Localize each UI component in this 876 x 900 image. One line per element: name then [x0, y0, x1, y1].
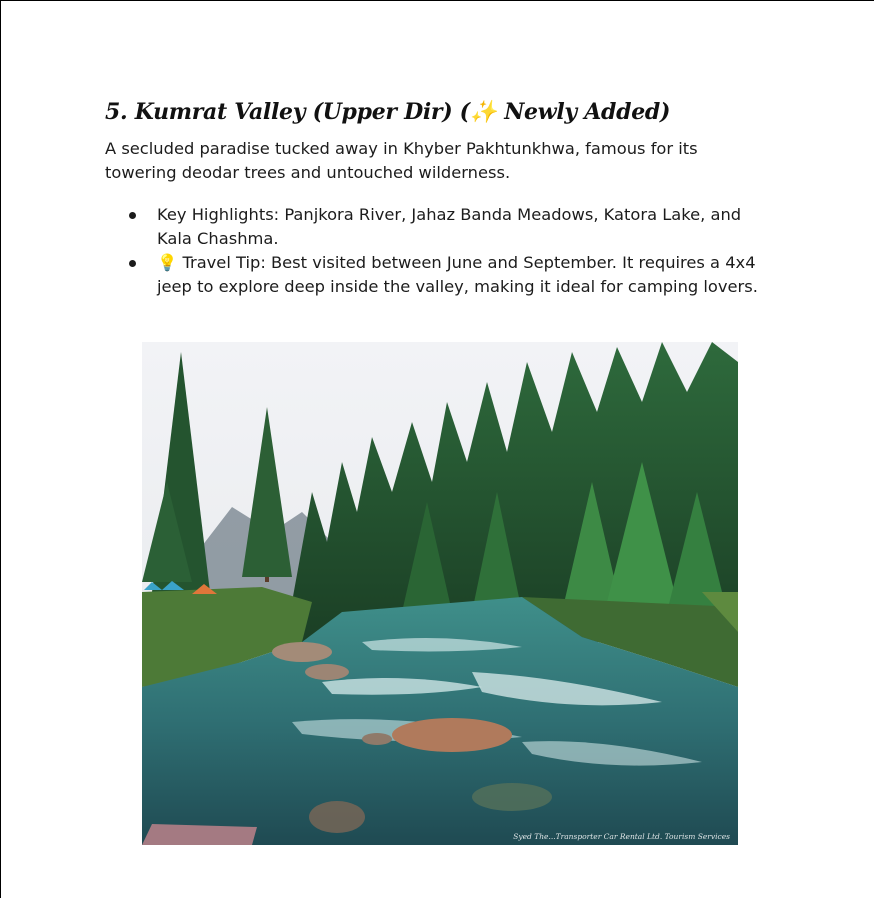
- section-intro: A secluded paradise tucked away in Khyber Pakhtunkhwa, famous for its towering deodar trees and untouched wilderness.: [105, 139, 698, 182]
- bullet-icon: [129, 212, 136, 219]
- highlights-list: [129, 203, 769, 299]
- photo-watermark: Syed The...Transporter Car Rental Ltd. Tourism Services: [513, 832, 730, 841]
- kumrat-valley-photo: [142, 342, 738, 845]
- bullet-text: 💡 Travel Tip: Best visited between June and September. It requires a 4x4 jeep to explore deep inside the valley, making it ideal for camping lovers.: [157, 253, 758, 296]
- river-forest-illustration: [142, 342, 738, 845]
- list-item: [129, 203, 769, 251]
- bullet-text: Key Highlights: Panjkora River, Jahaz Banda Meadows, Katora Lake, and Kala Chashma.: [157, 205, 742, 248]
- section-heading: 5. Kumrat Valley (Upper Dir) (✨ Newly Added): [105, 99, 671, 125]
- bullet-icon: [129, 260, 136, 267]
- list-item: [129, 251, 769, 299]
